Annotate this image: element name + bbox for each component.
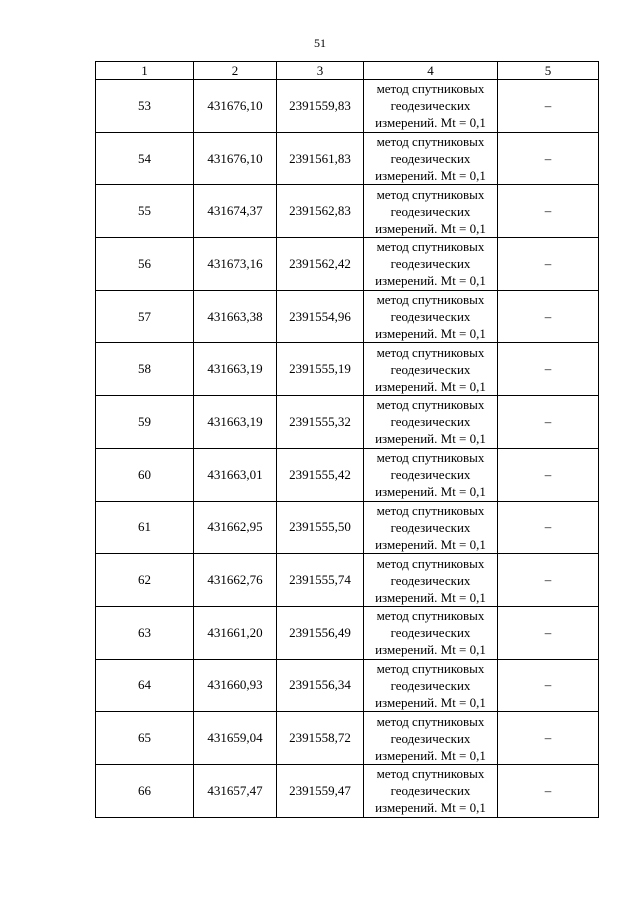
method-cell <box>364 290 498 343</box>
method-line: измерений. Mt = 0,1 <box>375 431 486 447</box>
header-col-2: 2 <box>194 62 277 80</box>
method-line: измерений. Mt = 0,1 <box>375 536 486 552</box>
method-line: геодезических <box>390 783 471 799</box>
method-cell <box>364 396 498 449</box>
coordinate-y-cell: 2391556,49 <box>277 606 364 659</box>
note-cell: – <box>498 396 599 449</box>
method-line: метод спутниковых <box>376 81 485 97</box>
method-line: измерений. Mt = 0,1 <box>375 115 486 131</box>
note-cell: – <box>498 501 599 554</box>
method-line: метод спутниковых <box>376 397 485 413</box>
point-number-cell: 58 <box>96 343 194 396</box>
coordinate-x-cell: 431673,16 <box>194 238 277 291</box>
coordinate-y-cell: 2391562,83 <box>277 185 364 238</box>
method-line: метод спутниковых <box>376 344 485 360</box>
header-col-3: 3 <box>277 62 364 80</box>
table-row <box>96 343 599 396</box>
method-line: геодезических <box>390 98 471 114</box>
method-line: измерений. Mt = 0,1 <box>375 273 486 289</box>
table-row <box>96 238 599 291</box>
note-cell: – <box>498 712 599 765</box>
point-number-cell: 62 <box>96 554 194 607</box>
table-row <box>96 80 599 133</box>
point-number-cell: 64 <box>96 659 194 712</box>
method-cell <box>364 659 498 712</box>
table-row <box>96 290 599 343</box>
coordinate-x-cell: 431663,01 <box>194 448 277 501</box>
coordinate-y-cell: 2391556,34 <box>277 659 364 712</box>
method-cell <box>364 554 498 607</box>
table-row <box>96 606 599 659</box>
method-cell <box>364 501 498 554</box>
method-cell <box>364 185 498 238</box>
method-line: метод спутниковых <box>376 660 485 676</box>
header-col-5: 5 <box>498 62 599 80</box>
table-row <box>96 132 599 185</box>
method-cell <box>364 606 498 659</box>
table-row <box>96 501 599 554</box>
note-cell: – <box>498 659 599 712</box>
coordinate-x-cell: 431662,95 <box>194 501 277 554</box>
note-cell: – <box>498 238 599 291</box>
method-line: метод спутниковых <box>376 239 485 255</box>
method-cell <box>364 132 498 185</box>
page-number: 51 <box>314 36 326 50</box>
table-body <box>96 80 599 818</box>
method-line: метод спутниковых <box>376 502 485 518</box>
method-line: геодезических <box>390 309 471 325</box>
method-line: геодезических <box>390 519 471 535</box>
point-number-cell: 66 <box>96 764 194 817</box>
coordinate-x-cell: 431660,93 <box>194 659 277 712</box>
method-cell <box>364 448 498 501</box>
method-line: измерений. Mt = 0,1 <box>375 326 486 342</box>
coordinate-y-cell: 2391561,83 <box>277 132 364 185</box>
coordinate-x-cell: 431663,38 <box>194 290 277 343</box>
coordinate-x-cell: 431659,04 <box>194 712 277 765</box>
coordinate-x-cell: 431676,10 <box>194 80 277 133</box>
coordinate-y-cell: 2391558,72 <box>277 712 364 765</box>
coordinate-y-cell: 2391555,50 <box>277 501 364 554</box>
header-col-1: 1 <box>96 62 194 80</box>
method-line: геодезических <box>390 730 471 746</box>
method-line: метод спутниковых <box>376 608 485 624</box>
coordinate-x-cell: 431662,76 <box>194 554 277 607</box>
point-number-cell: 55 <box>96 185 194 238</box>
point-number-cell: 61 <box>96 501 194 554</box>
point-number-cell: 59 <box>96 396 194 449</box>
note-cell: – <box>498 185 599 238</box>
table-row <box>96 185 599 238</box>
method-line: геодезических <box>390 414 471 430</box>
method-cell <box>364 343 498 396</box>
method-line: измерений. Mt = 0,1 <box>375 589 486 605</box>
coordinates-table <box>95 61 599 818</box>
method-line: геодезических <box>390 361 471 377</box>
method-cell <box>364 80 498 133</box>
coordinate-y-cell: 2391554,96 <box>277 290 364 343</box>
coordinate-x-cell: 431663,19 <box>194 343 277 396</box>
method-line: геодезических <box>390 467 471 483</box>
table-row <box>96 764 599 817</box>
table-row <box>96 448 599 501</box>
method-line: измерений. Mt = 0,1 <box>375 378 486 394</box>
method-line: геодезических <box>390 572 471 588</box>
method-line: метод спутниковых <box>376 134 485 150</box>
method-line: геодезических <box>390 256 471 272</box>
method-line: метод спутниковых <box>376 766 485 782</box>
method-line: геодезических <box>390 203 471 219</box>
note-cell: – <box>498 606 599 659</box>
method-line: измерений. Mt = 0,1 <box>375 800 486 816</box>
method-cell <box>364 712 498 765</box>
coordinate-x-cell: 431676,10 <box>194 132 277 185</box>
table-header-row <box>96 62 599 80</box>
coordinate-y-cell: 2391555,19 <box>277 343 364 396</box>
method-line: измерений. Mt = 0,1 <box>375 642 486 658</box>
table-row <box>96 396 599 449</box>
point-number-cell: 65 <box>96 712 194 765</box>
method-line: геодезических <box>390 151 471 167</box>
coordinate-y-cell: 2391559,47 <box>277 764 364 817</box>
method-line: измерений. Mt = 0,1 <box>375 220 486 236</box>
table-row <box>96 659 599 712</box>
method-line: метод спутниковых <box>376 713 485 729</box>
coordinate-y-cell: 2391555,42 <box>277 448 364 501</box>
method-cell <box>364 238 498 291</box>
method-line: измерений. Mt = 0,1 <box>375 168 486 184</box>
coordinate-y-cell: 2391555,32 <box>277 396 364 449</box>
coordinate-y-cell: 2391559,83 <box>277 80 364 133</box>
point-number-cell: 53 <box>96 80 194 133</box>
coordinate-y-cell: 2391562,42 <box>277 238 364 291</box>
coordinate-x-cell: 431657,47 <box>194 764 277 817</box>
method-line: метод спутниковых <box>376 292 485 308</box>
method-cell <box>364 764 498 817</box>
point-number-cell: 63 <box>96 606 194 659</box>
point-number-cell: 60 <box>96 448 194 501</box>
note-cell: – <box>498 290 599 343</box>
point-number-cell: 56 <box>96 238 194 291</box>
point-number-cell: 54 <box>96 132 194 185</box>
method-line: геодезических <box>390 677 471 693</box>
point-number-cell: 57 <box>96 290 194 343</box>
note-cell: – <box>498 343 599 396</box>
method-line: метод спутниковых <box>376 555 485 571</box>
coordinate-x-cell: 431661,20 <box>194 606 277 659</box>
note-cell: – <box>498 80 599 133</box>
note-cell: – <box>498 132 599 185</box>
method-line: метод спутниковых <box>376 186 485 202</box>
table-row <box>96 554 599 607</box>
note-cell: – <box>498 448 599 501</box>
method-line: измерений. Mt = 0,1 <box>375 694 486 710</box>
method-line: измерений. Mt = 0,1 <box>375 484 486 500</box>
header-col-4: 4 <box>364 62 498 80</box>
method-line: измерений. Mt = 0,1 <box>375 747 486 763</box>
method-line: метод спутниковых <box>376 450 485 466</box>
method-line: геодезических <box>390 625 471 641</box>
coordinate-y-cell: 2391555,74 <box>277 554 364 607</box>
note-cell: – <box>498 554 599 607</box>
coordinate-x-cell: 431674,37 <box>194 185 277 238</box>
coordinate-x-cell: 431663,19 <box>194 396 277 449</box>
table-row <box>96 712 599 765</box>
note-cell: – <box>498 764 599 817</box>
